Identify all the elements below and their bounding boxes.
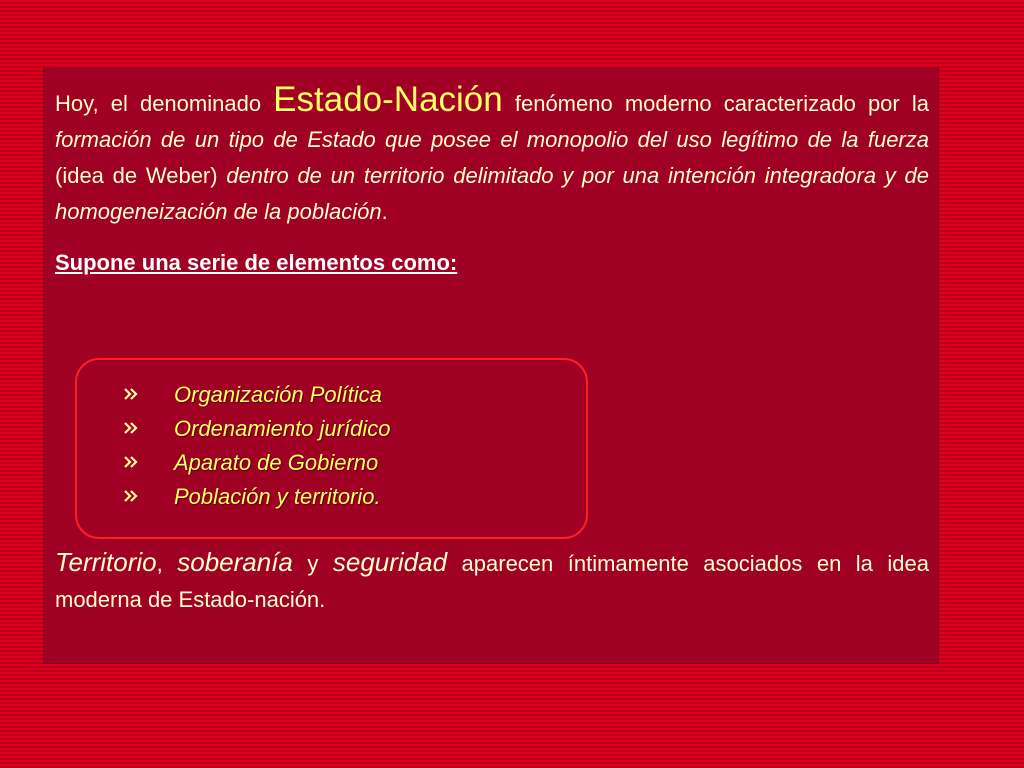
closing-italic-soberania: soberanía [177,547,293,577]
list-item [122,412,390,446]
list-item-label: Población y territorio. [174,484,381,509]
elements-box [75,358,588,539]
closing-text-3: aparecen íntimamente asociados en la idea moderna de Estado-nación. [55,551,929,612]
intro-text-2: fenómeno moderno caracterizado por la [502,91,929,116]
double-chevron-right-icon [122,487,142,507]
intro-italic-1: formación de un tipo de Estado que posee el monopolio del uso legítimo de la fuerza [55,127,929,152]
double-chevron-right-icon [122,419,142,439]
intro-paragraph [55,82,929,230]
intro-text-1: Hoy, el denominado [55,91,274,116]
slide-content [55,80,930,612]
list-item [122,446,390,480]
intro-text-3: (idea de Weber) [55,163,227,188]
list-item [122,378,390,412]
intro-italic-2: dentro de un territorio delimitado y por una intención integradora y de homogeneización de la población [55,163,930,224]
closing-italic-territorio: Territorio [55,547,157,577]
closing-text-2: y [292,551,333,576]
elements-subtitle: Supone una serie de elementos como: [55,250,458,275]
list-item [122,480,390,514]
list-item-label: Ordenamiento jurídico [174,416,391,441]
list-item-label: Aparato de Gobierno [174,450,379,475]
double-chevron-right-icon [122,385,142,405]
slide-panel [43,68,939,664]
intro-text-4: . [381,199,388,224]
list-item-label: Organización Política [174,382,382,407]
estado-nacion-heading: Estado-Nación [273,80,503,119]
closing-italic-seguridad: seguridad [332,547,448,577]
closing-paragraph [55,544,929,618]
elements-list [122,378,390,514]
double-chevron-right-icon [122,453,142,473]
closing-text-1: , [156,551,178,576]
